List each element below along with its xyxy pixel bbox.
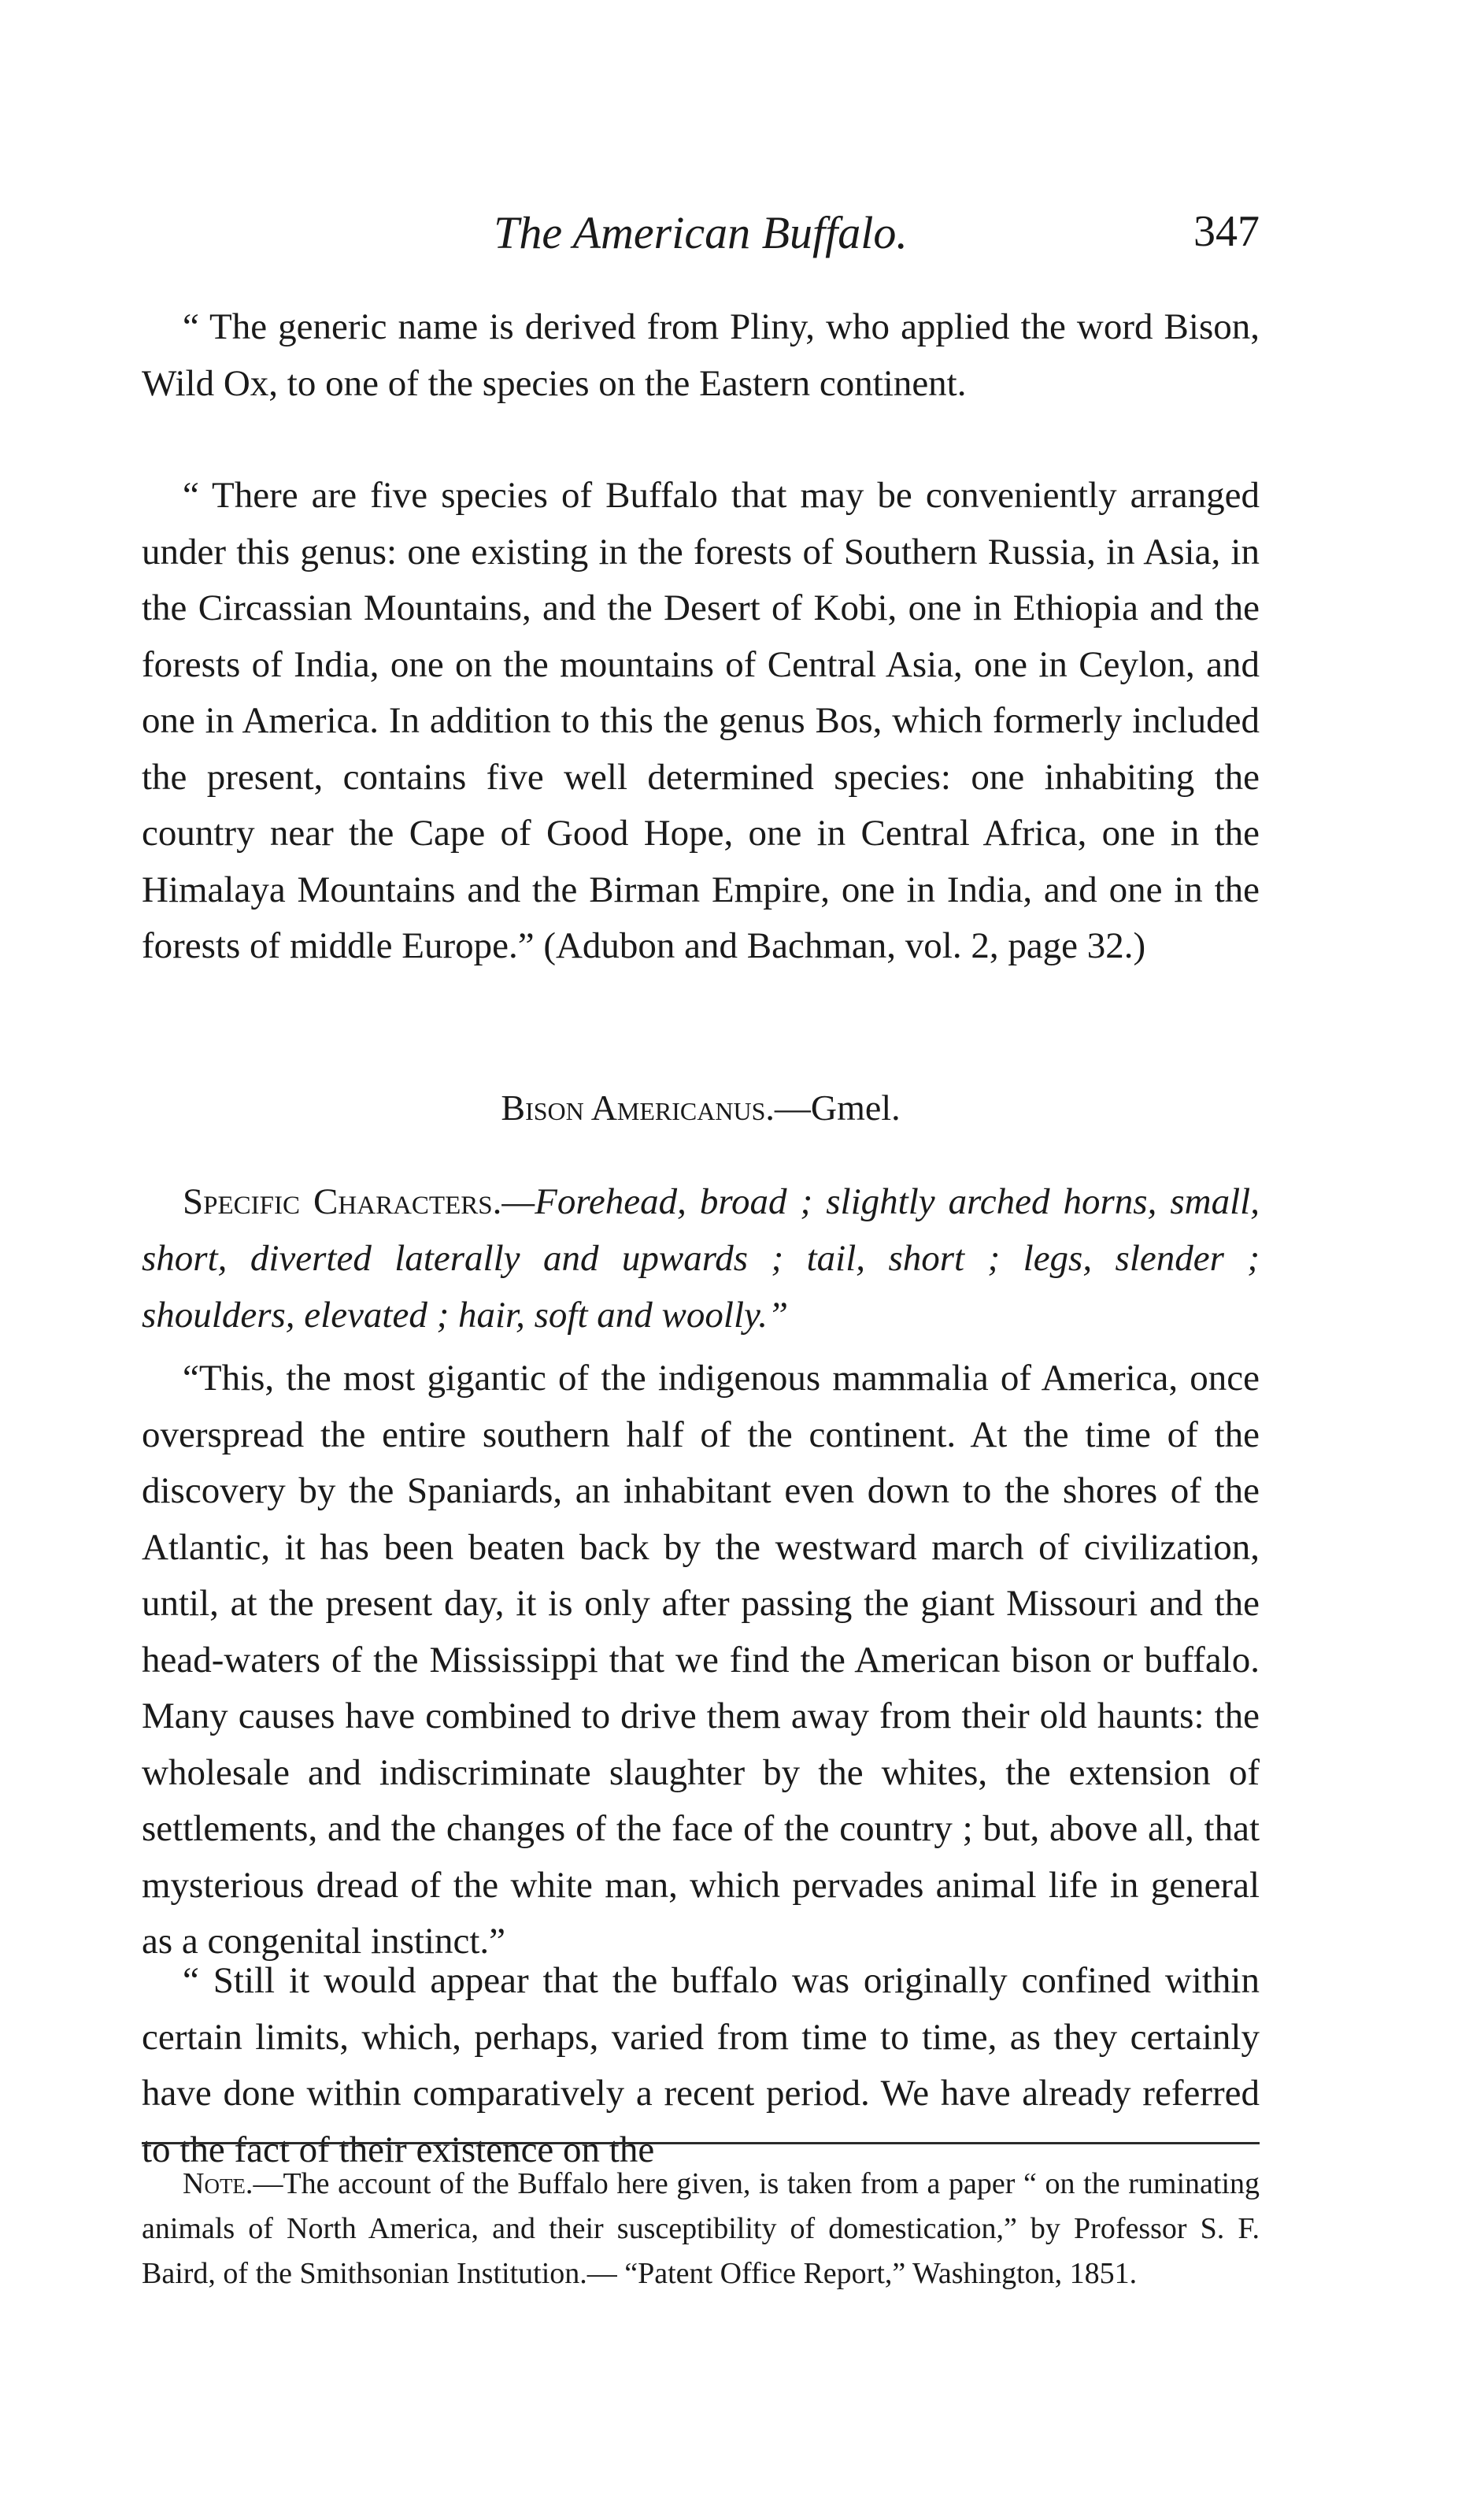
footnote — [142, 2162, 1260, 2296]
specific-characters — [142, 1173, 1260, 1343]
paragraph-generic-name: “ The generic name is derived from Pliny, who applied the word Bison, Wild Ox, to one of the species on the Eastern continent. — [142, 306, 1260, 404]
footnote-label: Note. — [183, 2167, 253, 2200]
running-title: The American Buffalo. — [494, 207, 908, 258]
specific-characters-text: —Forehead, broad ; slightly arched horns, small, short, diverted laterally and upwards ; tail, short ; legs, slender ; shoulders, elevated ; hair, soft and woolly.” — [142, 1181, 1260, 1336]
page-number: 347 — [1193, 207, 1260, 256]
paragraph-most-gigantic: “This, the most gigantic of the indigenous mammalia of America, once overspread the entire southern half of the continent. At the time of the discovery by the Spaniards, an inhabitant even down to the shores of the Atlantic, it has been beaten back by the westward march of civilization, until, at the present day, it is only after passing the giant Missouri and the head-waters of the Mississippi that we find the American bison or buffalo. Many causes have combined to drive them away from their old haunts: the wholesale and indiscriminate slaughter by the whites, the extension of settlements, and the changes of the face of the country ; but, above all, that mysterious dread of the white man, which pervades animal life in general as a congenital instinct.” — [142, 1358, 1260, 1962]
book-page — [142, 0, 1260, 2520]
footnote-text: —The account of the Buffalo here given, is taken from a paper “ on the ruminating animals of North America, and their susceptibility of domestication,” by Professor S. F. Baird, of the Smithsonian Institution.— “Patent Office Report,” Washington, 1851. — [142, 2167, 1260, 2290]
paragraph-five-species: “ There are five species of Buffalo that may be conveniently arranged under this genus: one existing in the forests of Southern Russia, in Asia, in the Circassian Mountains, and the Desert of Kobi, one in Ethiopia and the forests of India, one on the mountains of Central Asia, one in Ceylon, and one in America. In addition to this the genus Bos, which formerly included the present, contains five well determined species: one inhabiting the country near the Cape of Good Hope, one in Central Africa, one in the Himalaya Mountains and the Birman Empire, one in India, and one in the forests of middle Europe.” (Adubon and Bachman, vol. 2, page 32.) — [142, 475, 1260, 966]
footnote-rule — [142, 2142, 1260, 2144]
species-name: Bison Americanus. — [501, 1088, 775, 1128]
species-author: —Gmel. — [774, 1088, 901, 1128]
running-head — [142, 206, 1260, 269]
specific-characters-label: Specific Characters. — [183, 1181, 502, 1222]
paragraph-originally-confined: “ Still it would appear that the buffalo was originally confined within certain limits, which, perhaps, varied from time to time, as they certainly have done within comparatively a recent period. We have already referred to the fact of their existence on the — [142, 1960, 1260, 2170]
species-subheading — [142, 1087, 1260, 1128]
